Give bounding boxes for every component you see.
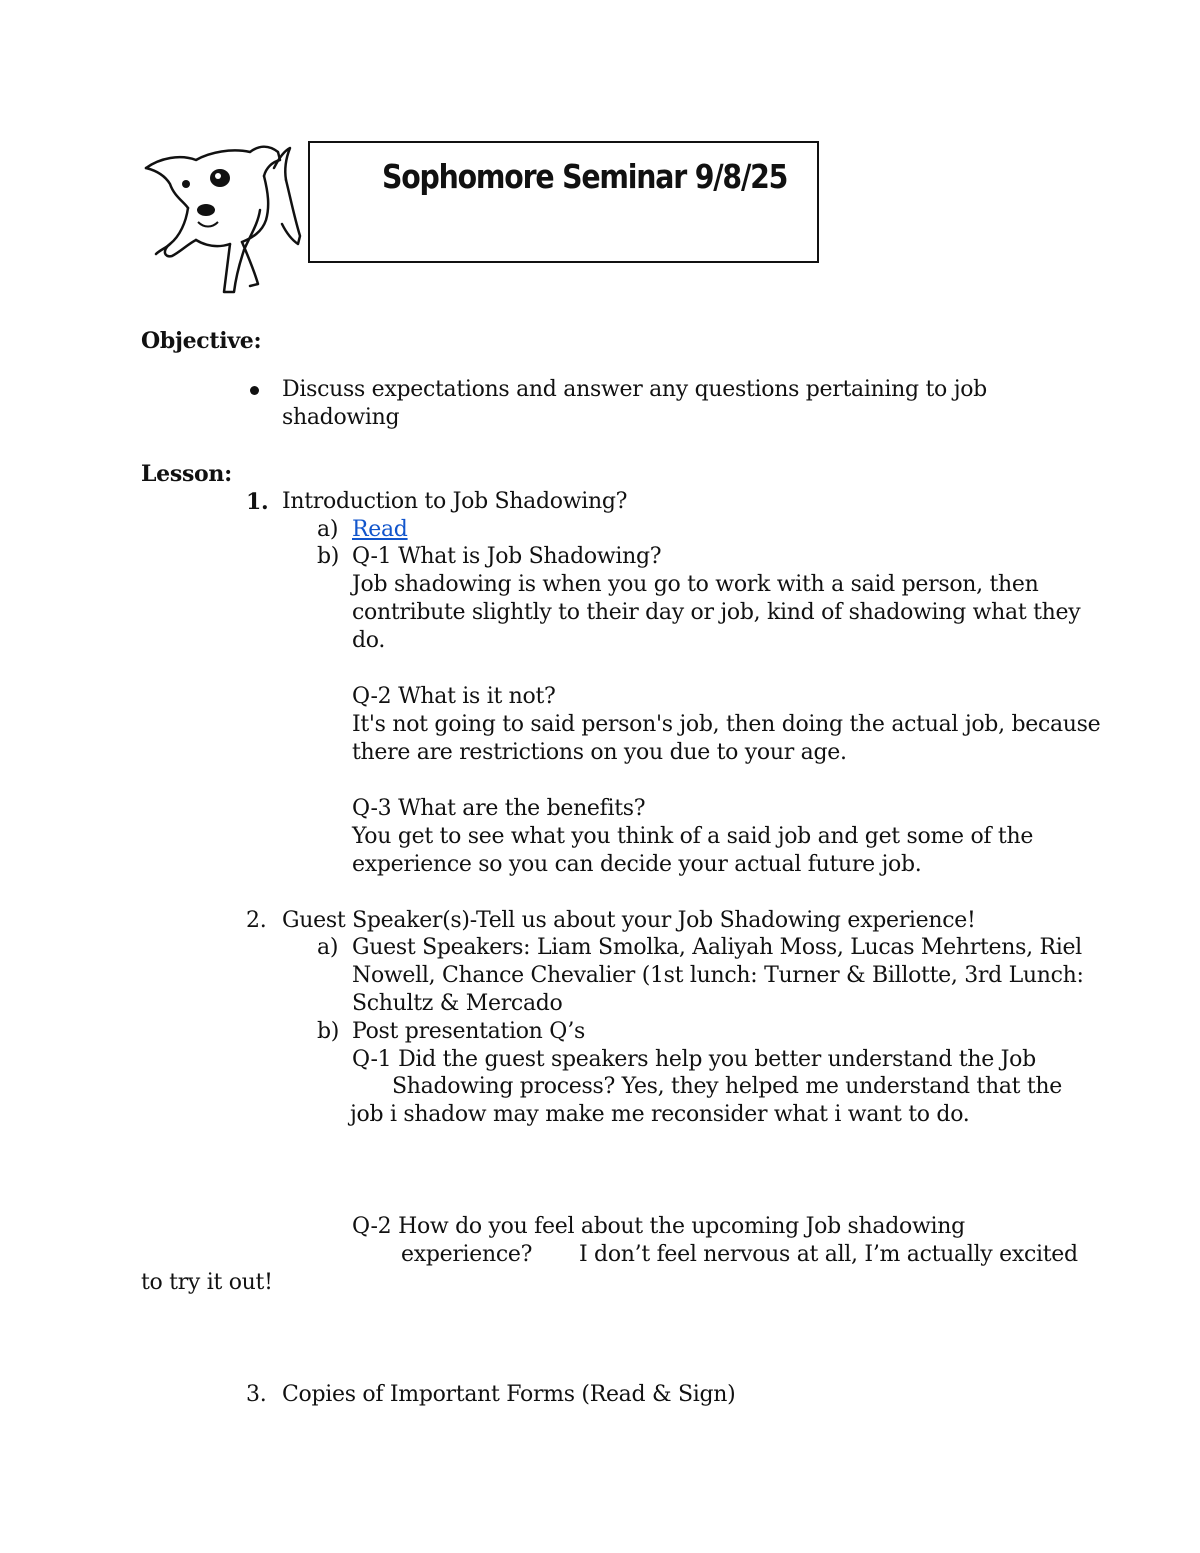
item-title-2: Guest Speaker(s)-Tell us about your Job Shadowing experience! bbox=[282, 908, 976, 933]
question-3: Q-3 What are the benefits? bbox=[352, 796, 646, 821]
sub-marker-b: b) bbox=[317, 1019, 340, 1044]
sub-marker-a: a) bbox=[317, 517, 339, 542]
sub-marker-a: a) bbox=[317, 935, 339, 960]
answer-3-line: experience so you can decide your actual future job. bbox=[352, 852, 922, 877]
guest-speakers-line: Nowell, Chance Chevalier (1st lunch: Turner & Billotte, 3rd Lunch: bbox=[352, 963, 1084, 988]
objective-bullet-line1: Discuss expectations and answer any questions pertaining to job bbox=[282, 377, 987, 402]
answer-1-line: do. bbox=[352, 628, 386, 653]
guest-speakers-line: Guest Speakers: Liam Smolka, Aaliyah Moss, Lucas Mehrtens, Riel bbox=[352, 935, 1082, 960]
answer-2-line: It's not going to said person's job, then doing the actual job, because bbox=[352, 712, 1101, 737]
post-q2-line: to try it out! bbox=[141, 1270, 273, 1295]
post-presentation-title: Post presentation Q’s bbox=[352, 1019, 586, 1044]
post-q1-line: Shadowing process? Yes, they helped me understand that the bbox=[392, 1074, 1063, 1099]
page-title: Sophomore Seminar 9/8/25 bbox=[382, 157, 788, 196]
title-box bbox=[308, 141, 819, 263]
item-number-2: 2. bbox=[246, 908, 267, 933]
bullet-dot bbox=[250, 386, 259, 395]
item-number-1: 1. bbox=[246, 489, 269, 515]
sub-marker-b: b) bbox=[317, 544, 340, 569]
post-q1-line: Q-1 Did the guest speakers help you better understand the Job bbox=[352, 1047, 1036, 1072]
post-q1-line: job i shadow may make me reconsider what i want to do. bbox=[350, 1102, 970, 1127]
question-2: Q-2 What is it not? bbox=[352, 684, 556, 709]
answer-3-line: You get to see what you think of a said job and get some of the bbox=[352, 824, 1034, 849]
dog-sketch-icon bbox=[140, 140, 308, 300]
post-q2-line: experience? I don’t feel nervous at all, I’m actually excited bbox=[401, 1242, 1078, 1267]
question-1: Q-1 What is Job Shadowing? bbox=[352, 544, 662, 569]
item-title-1: Introduction to Job Shadowing? bbox=[282, 489, 628, 514]
item-number-3: 3. bbox=[246, 1382, 267, 1407]
answer-1-line: Job shadowing is when you go to work with a said person, then bbox=[352, 572, 1039, 597]
lesson-heading: Lesson: bbox=[141, 461, 232, 487]
item-title-3: Copies of Important Forms (Read & Sign) bbox=[282, 1382, 736, 1407]
guest-speakers-line: Schultz & Mercado bbox=[352, 991, 563, 1016]
read-link[interactable]: Read bbox=[352, 517, 408, 542]
objective-heading: Objective: bbox=[141, 328, 262, 354]
answer-1-line: contribute slightly to their day or job, kind of shadowing what they bbox=[352, 600, 1081, 625]
objective-bullet-line2: shadowing bbox=[282, 405, 400, 430]
post-q2-line: Q-2 How do you feel about the upcoming Job shadowing bbox=[352, 1214, 965, 1239]
answer-2-line: there are restrictions on you due to your age. bbox=[352, 740, 847, 765]
